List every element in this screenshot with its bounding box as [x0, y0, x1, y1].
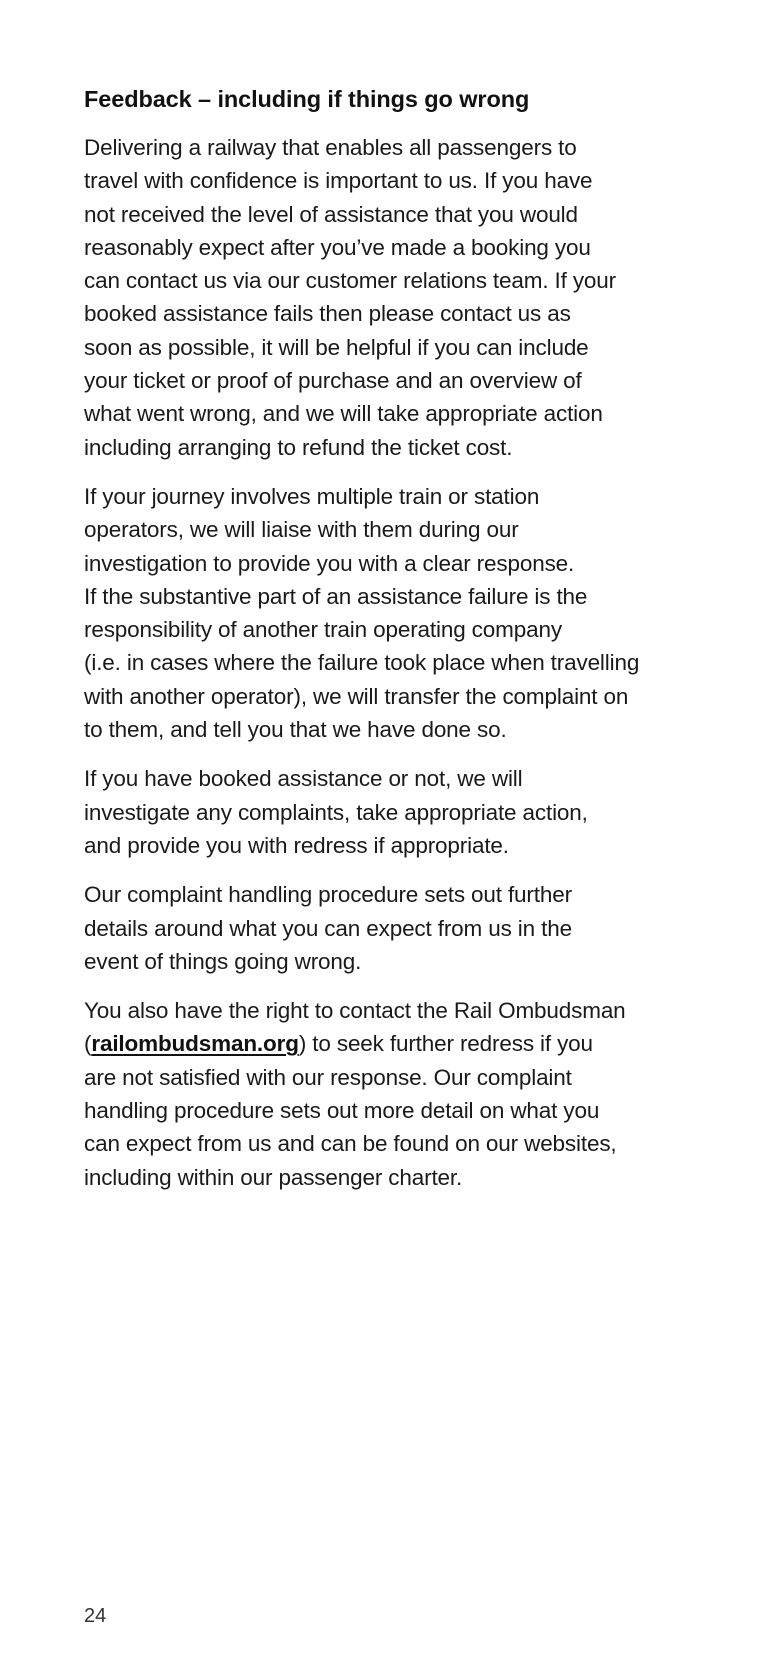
paragraph-multiple-operators: [84, 480, 704, 746]
paragraph-line: reasonably expect after you’ve made a booking you: [84, 234, 591, 260]
paragraph-delivering-railway: [84, 131, 704, 464]
paragraph-line: Our complaint handling procedure sets out further: [84, 882, 572, 908]
paragraph-line: responsibility of another train operating company: [84, 617, 562, 643]
paragraph-line: investigation to provide you with a clear response.: [84, 550, 575, 576]
rail-ombudsman-link[interactable]: railombudsman.org: [91, 1031, 299, 1057]
paragraph-line-with-link: [84, 1027, 704, 1060]
paragraph-line: event of things going wrong.: [84, 948, 362, 974]
paragraph-line: If the substantive part of an assistance failure is the: [84, 583, 588, 609]
page-number: 24: [84, 1605, 107, 1627]
paragraph-line: soon as possible, it will be helpful if you can include: [84, 334, 589, 360]
paragraph-line: operators, we will liaise with them during our: [84, 517, 519, 543]
paragraph-line: are not satisfied with our response. Our complaint: [84, 1064, 572, 1090]
paragraph-line: (i.e. in cases where the failure took place when travelling: [84, 650, 640, 676]
paragraph-line: You also have the right to contact the Rail Ombudsman: [84, 998, 626, 1024]
paragraph-line: can expect from us and can be found on our websites,: [84, 1131, 617, 1157]
paragraph-complaint-procedure: [84, 878, 704, 978]
page-content: [84, 84, 704, 1210]
paragraph-line: travel with confidence is important to us. If you have: [84, 168, 593, 194]
paragraph-line: If your journey involves multiple train or station: [84, 483, 540, 509]
paragraph-line: including arranging to refund the ticket cost.: [84, 434, 513, 460]
paragraph-line: investigate any complaints, take appropriate action,: [84, 799, 588, 825]
paragraph-line: details around what you can expect from us in the: [84, 915, 572, 941]
section-heading: Feedback – including if things go wrong: [84, 86, 530, 112]
paragraph-line: with another operator), we will transfer the complaint on: [84, 683, 629, 709]
paragraph-line: booked assistance fails then please contact us as: [84, 301, 571, 327]
open-paren: (: [84, 1031, 92, 1057]
paragraph-line: If you have booked assistance or not, we will: [84, 766, 523, 792]
paragraph-line: not received the level of assistance that you would: [84, 201, 578, 227]
paragraph-rail-ombudsman: [84, 994, 704, 1194]
paragraph-line: your ticket or proof of purchase and an overview of: [84, 368, 582, 394]
paragraph-line: including within our passenger charter.: [84, 1164, 463, 1190]
paragraph-line: handling procedure sets out more detail on what you: [84, 1098, 600, 1124]
paragraph-investigate-complaints: [84, 762, 704, 862]
paragraph-line: can contact us via our customer relations team. If your: [84, 268, 616, 294]
paragraph-line: to them, and tell you that we have done so.: [84, 717, 507, 743]
link-trailing-text: ) to seek further redress if you: [298, 1031, 593, 1057]
paragraph-line: and provide you with redress if appropriate.: [84, 832, 509, 858]
paragraph-line: Delivering a railway that enables all passengers to: [84, 135, 577, 160]
paragraph-line: what went wrong, and we will take appropriate action: [84, 401, 603, 427]
